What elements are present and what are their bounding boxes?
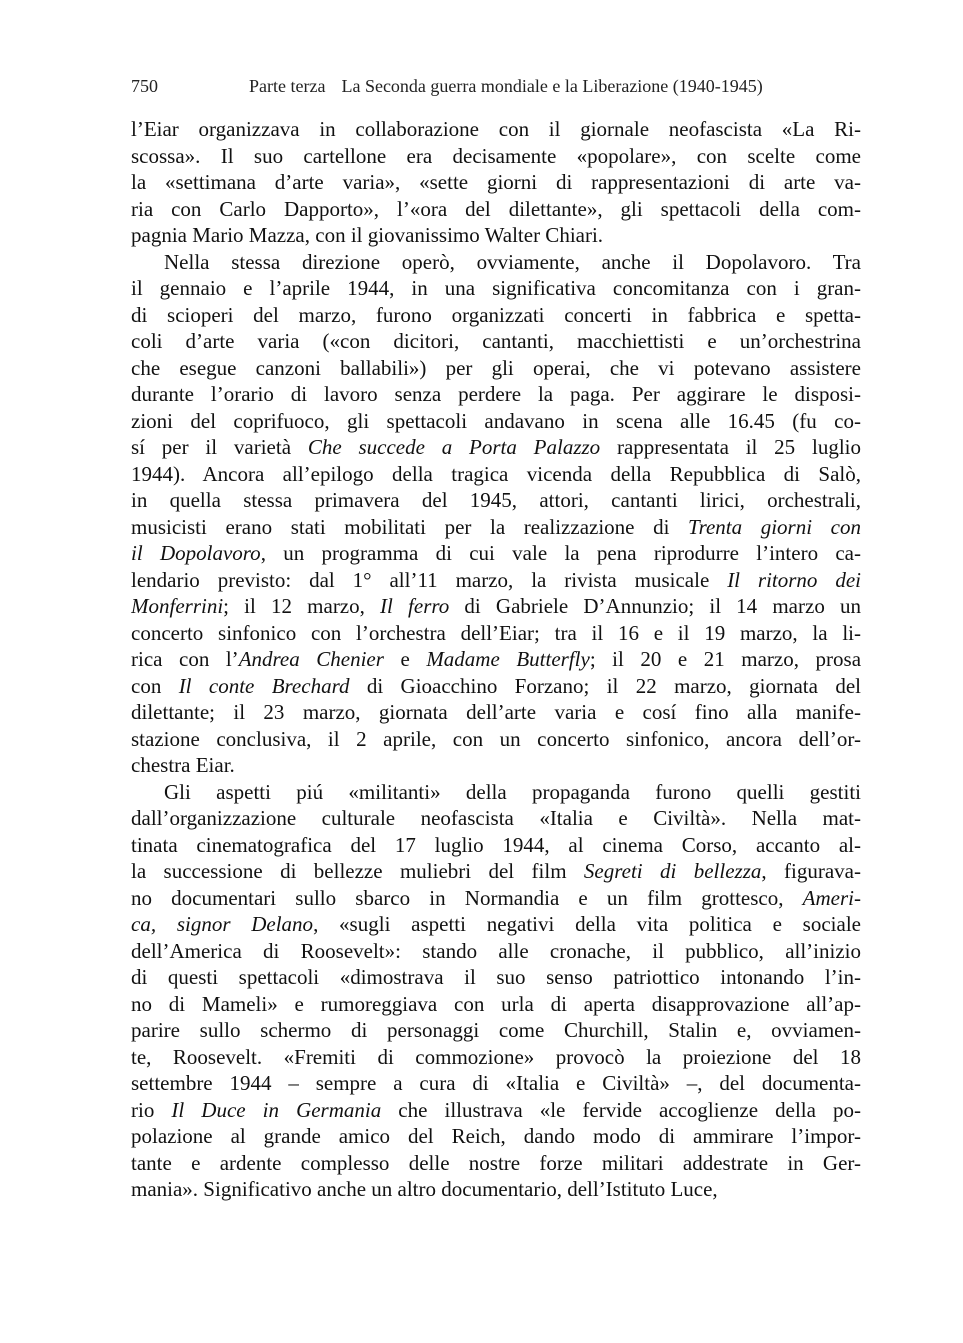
text-line — [131, 752, 861, 779]
text-line — [131, 620, 861, 647]
text-run: rappresentata il 25 luglio — [600, 435, 861, 459]
italic-title: Monferrini — [131, 594, 224, 618]
italic-title: Madame Butterfly — [426, 647, 590, 671]
text-run: la successione di bellezze muliebri del film — [131, 859, 584, 883]
text-run: di scioperi del marzo, furono organizzati concerti in fabbrica e spetta- — [131, 302, 861, 327]
text-line — [131, 540, 861, 567]
text-run: la «settimana d’arte varia», «sette giorni di rappresentazioni di arte va- — [131, 170, 861, 194]
text-run: scossa». Il suo cartellone era decisamente «popolare», con scelte come — [131, 143, 861, 168]
text-line — [131, 885, 861, 912]
text-run: chestra Eiar. — [131, 753, 235, 777]
italic-title: Il Duce in Germania — [171, 1097, 382, 1122]
text-line — [131, 1097, 861, 1124]
body-text — [131, 116, 861, 1203]
text-run: dall’organizzazione culturale neofascista «Italia e Civiltà». Nella mat- — [131, 806, 861, 830]
text-line — [131, 699, 861, 726]
text-run: ; il 12 marzo, — [223, 594, 381, 618]
italic-title: Che succede a Porta Palazzo — [307, 435, 601, 459]
text-line — [131, 858, 861, 885]
text-line — [131, 805, 861, 832]
text-line — [131, 169, 861, 196]
text-run: lendario previsto: dal 1° all’11 marzo, la rivista musicale — [131, 567, 728, 592]
text-run: che esegue canzoni ballabili») per gli operai, che vi potevano assistere — [131, 355, 861, 380]
text-run: 1944). Ancora all’epilogo della tragica vicenda della Repubblica di Salò, — [131, 461, 861, 486]
text-run: stazione conclusiva, il 2 aprile, con un concerto sinfonico, ancora dell’or- — [131, 726, 861, 751]
text-run: Nella stessa direzione operò, ovviamente, anche il Dopolavoro. Tra — [164, 249, 861, 274]
text-run: polazione al grande amico del Reich, dando modo di ammirare l’impor- — [131, 1124, 861, 1148]
text-line — [131, 408, 861, 435]
text-line — [131, 938, 861, 965]
text-line — [131, 143, 861, 170]
paragraph — [131, 779, 861, 1203]
text-run: il gennaio e l’aprile 1944, in una significativa concomitanza con i gran- — [131, 276, 861, 300]
text-line — [131, 1044, 861, 1071]
text-line — [131, 434, 861, 461]
italic-title: Segreti di bellezza — [583, 859, 762, 883]
text-run: no documentari sullo sbarco in Normandia e un film grottesco, — [131, 885, 803, 910]
italic-title: Andrea Chenier — [238, 647, 384, 671]
text-run: musicisti erano stati mobilitati per la realizzazione di — [131, 514, 689, 539]
text-run: rio — [131, 1097, 172, 1122]
text-run: e — [383, 647, 427, 671]
page-number: 750 — [131, 76, 158, 96]
text-line — [131, 991, 861, 1018]
text-run: coli d’arte varia («con dicitori, cantanti, macchiettisti e un’orchestrina — [131, 329, 861, 353]
text-line — [131, 116, 861, 143]
part-title: Parte terza — [249, 76, 326, 96]
text-run: settembre 1944 – sempre a cura di «Italia e Civiltà» –, del documenta- — [131, 1071, 861, 1095]
text-line — [131, 646, 861, 673]
text-line — [131, 673, 861, 700]
text-line — [131, 567, 861, 594]
text-line — [131, 1070, 861, 1097]
italic-title: Il ferro — [380, 594, 450, 618]
text-run: , figurava- — [761, 859, 861, 883]
italic-title: Ameri- — [802, 885, 861, 910]
text-run: mania». Significativo anche un altro documentario, dell’Istituto Luce, — [131, 1177, 718, 1201]
text-line — [131, 222, 861, 249]
text-line — [131, 302, 861, 329]
text-line — [131, 779, 861, 806]
text-run: durante l’orario di lavoro senza perdere la paga. Per aggirare le disposi- — [131, 382, 861, 406]
text-line — [131, 964, 861, 991]
text-run: pagnia Mario Mazza, con il giovanissimo Walter Chiari. — [131, 223, 604, 247]
text-run: parire sullo schermo di personaggi come Churchill, Stalin e, ovviamen- — [131, 1018, 861, 1042]
italic-title: il Dopolavoro — [131, 541, 261, 565]
text-run: di Gabriele D’Annunzio; il 14 marzo un — [449, 594, 861, 618]
text-line — [131, 1150, 861, 1177]
paragraph — [131, 249, 861, 779]
text-line — [131, 1017, 861, 1044]
text-run: l’Eiar organizzava in collaborazione con il giornale neofascista «La Ri- — [131, 117, 861, 141]
italic-title: Il ritorno dei — [727, 567, 861, 592]
text-run: Gli aspetti piú «militanti» della propaganda furono quelli gestiti — [164, 779, 861, 804]
italic-title: ca, signor Delano — [131, 912, 314, 936]
text-line — [131, 1176, 861, 1203]
text-run: , «sugli aspetti negativi della vita politica e sociale — [313, 912, 861, 936]
text-run: tinata cinematografica del 17 luglio 1944, al cinema Corso, accanto al- — [131, 832, 861, 857]
text-line — [131, 726, 861, 753]
text-line — [131, 832, 861, 859]
text-run: ria con Carlo Dapporto», l’«ora del dilettante», gli spettacoli della com- — [131, 196, 861, 221]
text-run: te, Roosevelt. «Fremiti di commozione» provocò la proiezione del 18 — [131, 1044, 861, 1069]
text-run: ; il 20 e 21 marzo, prosa — [589, 647, 861, 671]
text-line — [131, 355, 861, 382]
text-run: che illustrava «le fervide accoglienze della po- — [381, 1097, 861, 1122]
text-run: di questi spettacoli «dimostrava il suo senso patriottico intonando l’in- — [131, 965, 861, 989]
text-line — [131, 249, 861, 276]
text-run: dilettante; il 23 marzo, giornata dell’arte varia e cosí fino alla manife- — [131, 700, 861, 724]
text-run: dell’America di Roosevelt»: stando alle cronache, il pubblico, all’inizio — [131, 938, 861, 963]
text-line — [131, 514, 861, 541]
text-line — [131, 381, 861, 408]
text-run: no di Mameli» e rumoreggiava con urla di aperta disapprovazione all’ap- — [131, 991, 861, 1016]
text-line — [131, 275, 861, 302]
text-run: rica con l’ — [131, 647, 239, 671]
text-run: con — [131, 673, 179, 698]
text-line — [131, 328, 861, 355]
text-line — [131, 196, 861, 223]
italic-title: Il conte Brechard — [178, 673, 350, 698]
text-run: , un programma di cui vale la pena riprodurre l’intero ca- — [260, 541, 861, 565]
text-line — [131, 1123, 861, 1150]
italic-title: Trenta giorni con — [688, 514, 861, 539]
text-run: concerto sinfonico con l’orchestra dell’Eiar; tra il 16 e il 19 marzo, la li- — [131, 620, 861, 645]
text-run: zioni del coprifuoco, gli spettacoli andavano in scena alle 16.45 (fu co- — [131, 408, 861, 433]
section-title: La Seconda guerra mondiale e la Liberazione (1940-1945) — [341, 76, 763, 96]
text-line — [131, 461, 861, 488]
text-run: tante e ardente complesso delle nostre forze militari addestrate in Ger- — [131, 1150, 861, 1175]
paragraph — [131, 116, 861, 249]
text-run: di Gioacchino Forzano; il 22 marzo, giornata del — [349, 673, 861, 698]
text-run: in quella stessa primavera del 1945, attori, cantanti lirici, orchestrali, — [131, 488, 861, 512]
running-head — [131, 76, 837, 97]
text-line — [131, 593, 861, 620]
text-line — [131, 911, 861, 938]
text-run: sí per il varietà — [131, 435, 308, 459]
text-line — [131, 487, 861, 514]
